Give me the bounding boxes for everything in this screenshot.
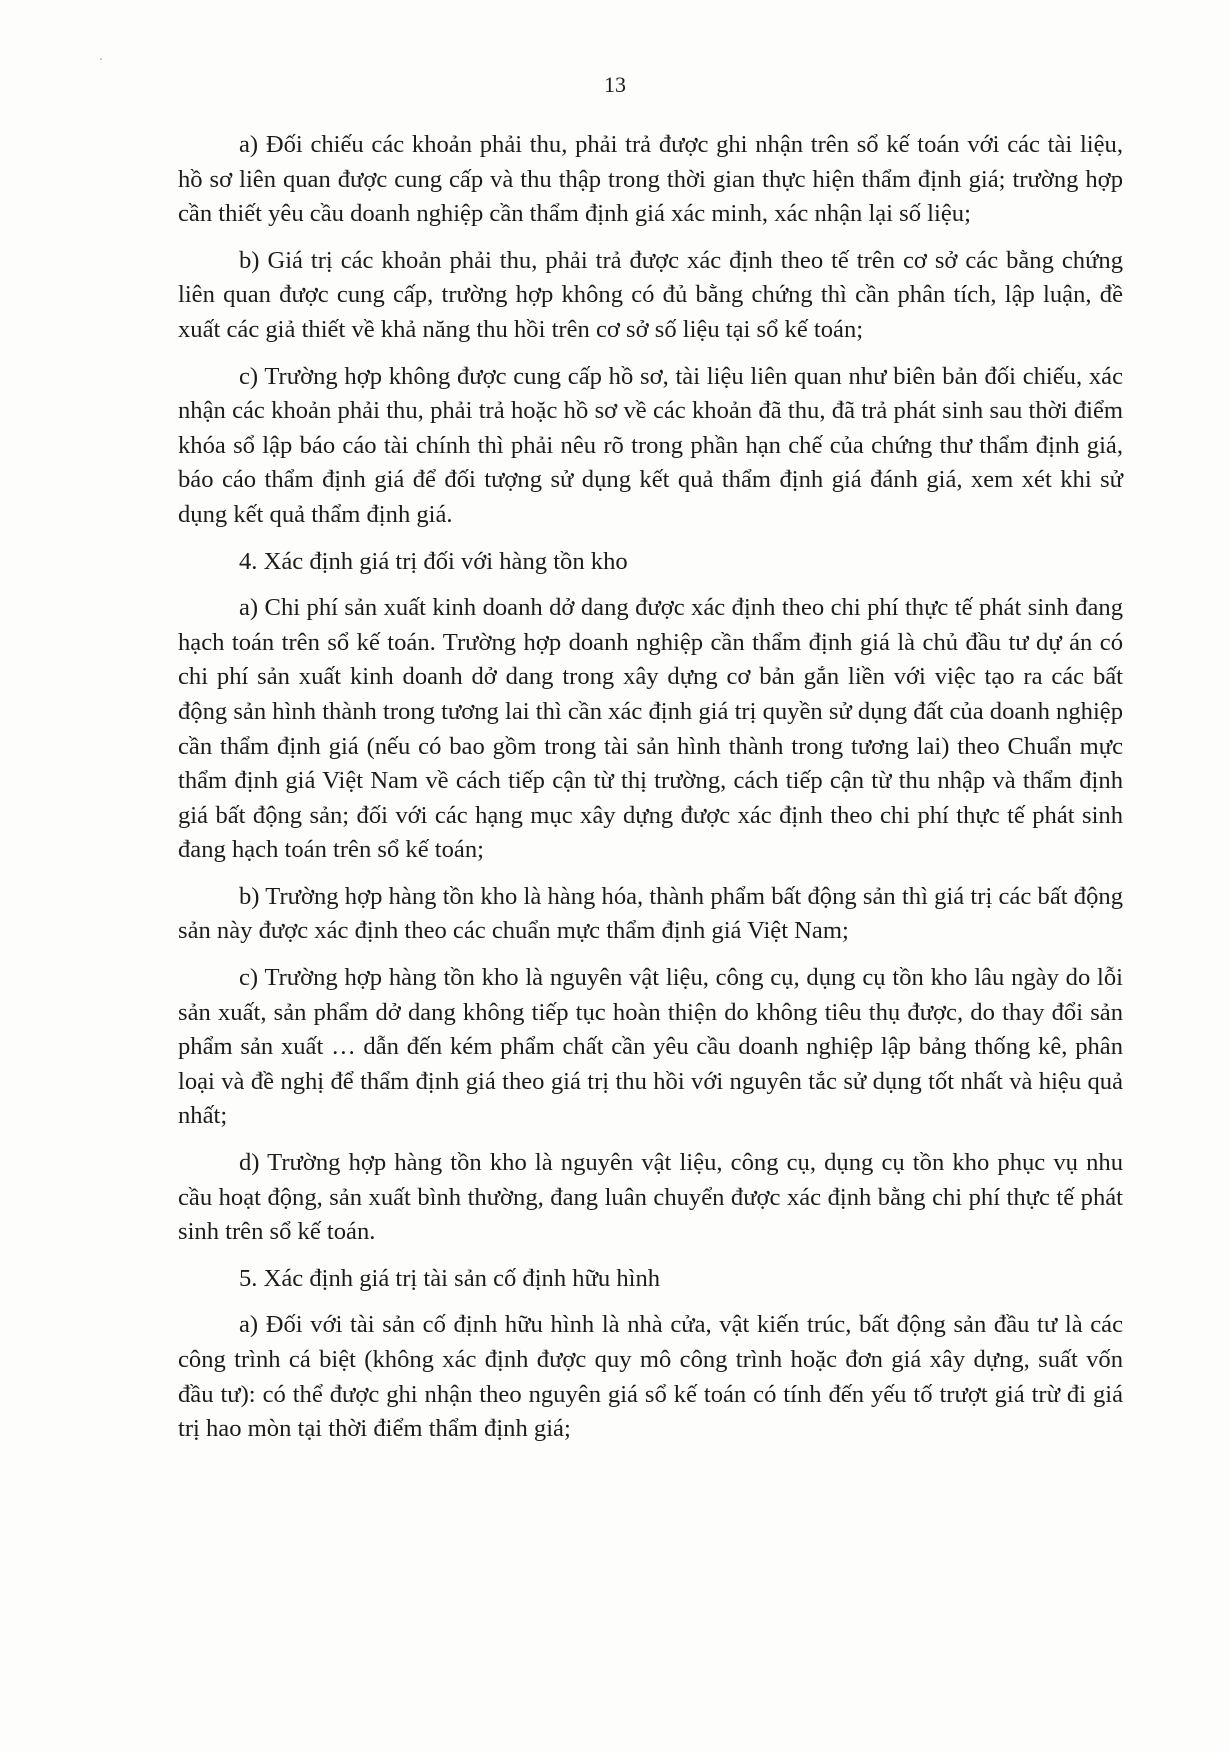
- paragraph-4c: c) Trường hợp hàng tồn kho là nguyên vật liệu, công cụ, dụng cụ tồn kho lâu ngày do lỗi sản xuất, sản phẩm dở dang không tiếp tục hoàn thiện do không tiêu thụ được, do thay đổi sản phẩm sản xuất … dẫn đến kém phẩm chất cần yêu cầu doanh nghiệp lập bảng thống kê, phân loại và đề nghị để thẩm định giá theo giá trị thu hồi với nguyên tắc sử dụng tốt nhất và hiệu quả nhất;: [178, 964, 1123, 1130]
- paragraph-3b: b) Giá trị các khoản phải thu, phải trả được xác định theo tế trên cơ sở các bằng chứng liên quan được cung cấp, trường hợp không có đủ bằng chứng thì cần phân tích, lập luận, đề xuất các giả thiết về khả năng thu hồi trên cơ sở số liệu tại sổ kế toán;: [178, 246, 1123, 343]
- document-body: [178, 128, 1123, 1459]
- paragraph-3a: a) Đối chiếu các khoản phải thu, phải trả được ghi nhận trên sổ kế toán với các tài liệu, hồ sơ liên quan được cung cấp và thu thập trong thời gian thực hiện thẩm định giá; trường hợp cần thiết yêu cầu doanh nghiệp cần thẩm định giá xác minh, xác nhận lại số liệu;: [178, 131, 1123, 228]
- scan-speck: [100, 58, 102, 60]
- paragraph-4d: d) Trường hợp hàng tồn kho là nguyên vật liệu, công cụ, dụng cụ tồn kho phục vụ nhu cầu hoạt động, sản xuất bình thường, đang luân chuyển được xác định bằng chi phí thực tế phát sinh trên sổ kế toán.: [178, 1149, 1123, 1246]
- page-number: 13: [604, 72, 626, 97]
- paragraph-4b: b) Trường hợp hàng tồn kho là hàng hóa, thành phẩm bất động sản thì giá trị các bất động sản này được xác định theo các chuẩn mực thẩm định giá Việt Nam;: [178, 882, 1123, 945]
- section-heading-5: 5. Xác định giá trị tài sản cố định hữu hình: [239, 1264, 661, 1292]
- paragraph-4a: a) Chi phí sản xuất kinh doanh dở dang được xác định theo chi phí thực tế phát sinh đang hạch toán trên sổ kế toán. Trường hợp doanh nghiệp cần thẩm định giá là chủ đầu tư dự án có chi phí sản xuất kinh doanh dở dang trong xây dựng cơ bản gắn liền với việc tạo ra các bất động sản hình thành trong tương lai thì cần xác định giá trị quyền sử dụng đất của doanh nghiệp cần thẩm định giá (nếu có bao gồm trong tài sản hình thành trong tương lai) theo Chuẩn mực thẩm định giá Việt Nam về cách tiếp cận từ thị trường, cách tiếp cận từ thu nhập và thẩm định giá bất động sản; đối với các hạng mục xây dựng được xác định theo chi phí thực tế phát sinh đang hạch toán trên sổ kế toán;: [178, 594, 1123, 864]
- paragraph-5a: a) Đối với tài sản cố định hữu hình là nhà cửa, vật kiến trúc, bất động sản đầu tư là các công trình cá biệt (không xác định được quy mô công trình hoặc đơn giá xây dựng, suất vốn đầu tư): có thể được ghi nhận theo nguyên giá sổ kế toán có tính đến yếu tố trượt giá trừ đi giá trị hao mòn tại thời điểm thẩm định giá;: [178, 1311, 1123, 1443]
- paragraph-3c: c) Trường hợp không được cung cấp hồ sơ, tài liệu liên quan như biên bản đối chiếu, xác nhận các khoản phải thu, phải trả hoặc hồ sơ về các khoản đã thu, đã trả phát sinh sau thời điểm khóa sổ lập báo cáo tài chính thì phải nêu rõ trong phần hạn chế của chứng thư thẩm định giá, báo cáo thẩm định giá để đối tượng sử dụng kết quả thẩm định giá đánh giá, xem xét khi sử dụng kết quả thẩm định giá.: [178, 362, 1123, 528]
- section-heading-4: 4. Xác định giá trị đối với hàng tồn kho: [239, 547, 628, 575]
